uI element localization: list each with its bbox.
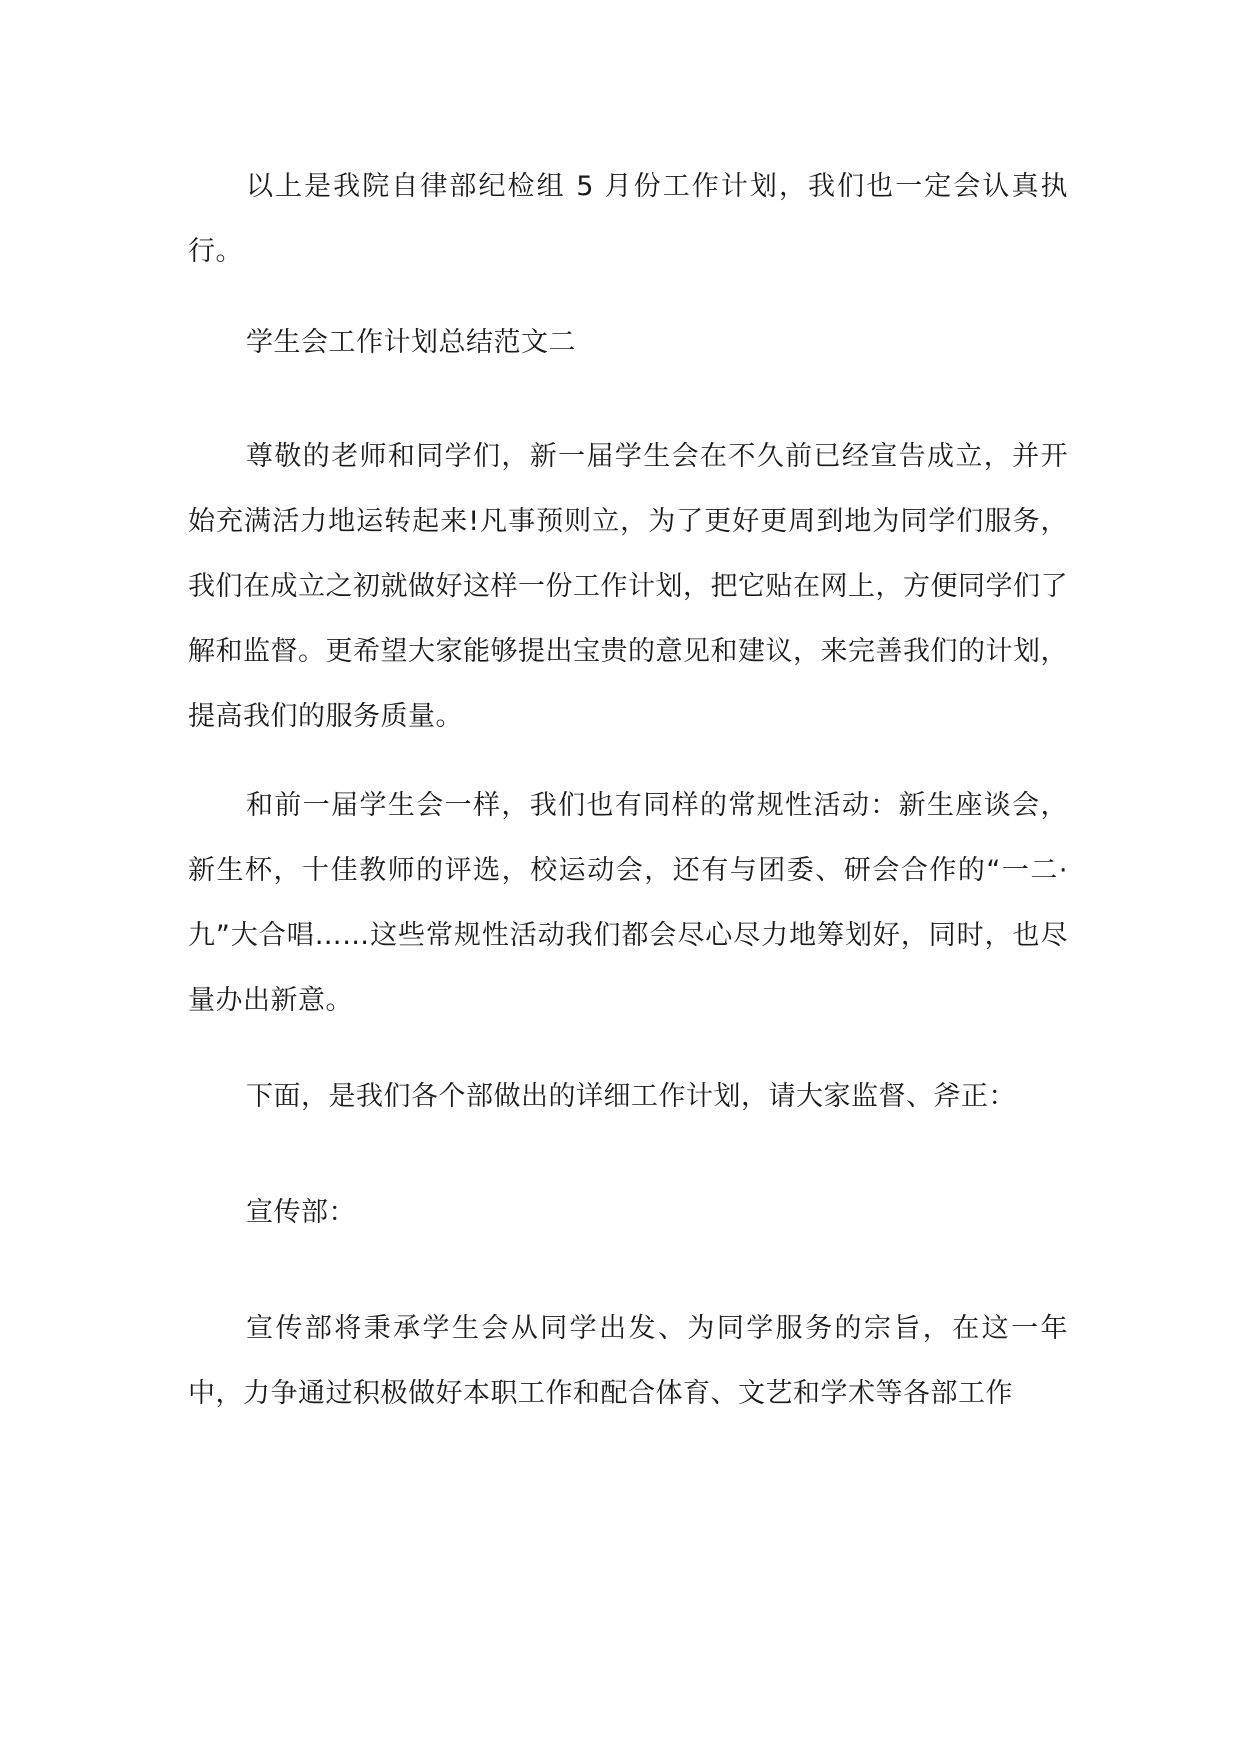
section-heading: 学生会工作计划总结范文二	[246, 327, 576, 358]
paragraph-publicity-plan: 宣传部将秉承学生会从同学出发、为同学服务的宗旨，在这一年中，力争通过积极做好本职工作和配合体育、文艺和学术等各部工作	[188, 1313, 1068, 1409]
paragraph-self-discipline-plan: 以上是我院自律部纪检组 5 月份工作计划，我们也一定会认真执行。	[188, 171, 1068, 267]
department-heading-publicity: 宣传部：	[246, 1197, 356, 1228]
paragraph-introduction: 尊敬的老师和同学们，新一届学生会在不久前已经宣告成立，并开始充满活力地运转起来!凡事预则立，为了更好更周到地为同学们服务，我们在成立之初就做好这样一份工作计划，把它贴在网上，方便同学们了解和监督。更希望大家能够提出宝贵的意见和建议，来完善我们的计划，提高我们的服务质量。	[188, 441, 1068, 732]
paragraph-routine-activities: 和前一届学生会一样，我们也有同样的常规性活动：新生座谈会，新生杯，十佳教师的评选，校运动会，还有与团委、研会合作的“一二·九”大合唱……这些常规性活动我们都会尽心尽力地筹划好，同时，也尽量办出新意。	[188, 790, 1068, 1016]
paragraph-department-plans-intro: 下面，是我们各个部做出的详细工作计划，请大家监督、斧正：	[246, 1081, 1016, 1112]
